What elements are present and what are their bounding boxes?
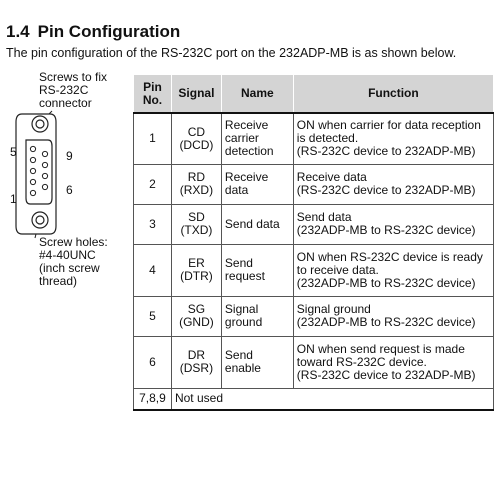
connector-diagram — [0, 66, 130, 306]
signal-cell: DR (DSR) — [171, 336, 221, 388]
name-cell: Send enable — [221, 336, 293, 388]
screws-label-line1: Screws to fix — [39, 70, 108, 84]
table-row — [134, 244, 494, 296]
table-row — [134, 204, 494, 244]
pin-configuration-table — [133, 74, 494, 411]
function-cell: Send data (232ADP-MB to RS-232C device) — [293, 204, 493, 244]
signal-cell: SD (TXD) — [171, 204, 221, 244]
table-row — [134, 164, 494, 204]
name-cell: Send data — [221, 204, 293, 244]
pin-5-label: 5 — [10, 145, 17, 159]
pin-cell: 4 — [134, 244, 172, 296]
table-header-row — [134, 75, 494, 114]
intro-text: The pin configuration of the RS-232C port on the 232ADP-MB is as shown below. — [6, 46, 457, 60]
signal-cell: SG (GND) — [171, 296, 221, 336]
header-pin-no: Pin No. — [134, 75, 172, 114]
name-cell: Signal ground — [221, 296, 293, 336]
table-row — [134, 336, 494, 388]
screw-holes-label-line2: #4-40UNC — [39, 248, 96, 262]
pin-cell: 6 — [134, 336, 172, 388]
header-name: Name — [221, 75, 293, 114]
screws-label-line2: RS-232C — [39, 83, 89, 97]
function-cell: ON when carrier for data reception is detected. (RS-232C device to 232ADP-MB) — [293, 113, 493, 164]
name-cell: Receive data — [221, 164, 293, 204]
pin-cell: 1 — [134, 113, 172, 164]
section-number: 1.4 — [6, 22, 30, 41]
pin-1-label: 1 — [10, 192, 17, 206]
pin-cell: 5 — [134, 296, 172, 336]
screw-holes-label-line3: (inch screw — [39, 261, 100, 275]
header-function: Function — [293, 75, 493, 114]
function-cell: Receive data (RS-232C device to 232ADP-MB) — [293, 164, 493, 204]
table-row-unused — [134, 388, 494, 410]
table-row — [134, 113, 494, 164]
unused-cell: Not used — [171, 388, 493, 410]
pin-cell: 3 — [134, 204, 172, 244]
name-cell: Receive carrier detection — [221, 113, 293, 164]
signal-cell: ER (DTR) — [171, 244, 221, 296]
section-heading — [6, 22, 180, 42]
screws-label-line3: connector — [39, 96, 92, 110]
name-cell: Send request — [221, 244, 293, 296]
pin-cell: 7,8,9 — [134, 388, 172, 410]
header-signal: Signal — [171, 75, 221, 114]
pin-9-label: 9 — [66, 149, 73, 163]
pin-6-label: 6 — [66, 183, 73, 197]
function-cell: Signal ground (232ADP-MB to RS-232C device) — [293, 296, 493, 336]
table-row — [134, 296, 494, 336]
signal-cell: CD (DCD) — [171, 113, 221, 164]
signal-cell: RD (RXD) — [171, 164, 221, 204]
pin-cell: 2 — [134, 164, 172, 204]
function-cell: ON when RS-232C device is ready to receive data. (232ADP-MB to RS-232C device) — [293, 244, 493, 296]
screw-holes-label-line4: thread) — [39, 274, 78, 288]
function-cell: ON when send request is made toward RS-232C device. (RS-232C device to 232ADP-MB) — [293, 336, 493, 388]
section-title: Pin Configuration — [37, 22, 181, 41]
screw-holes-label-line1: Screw holes: — [39, 235, 108, 249]
